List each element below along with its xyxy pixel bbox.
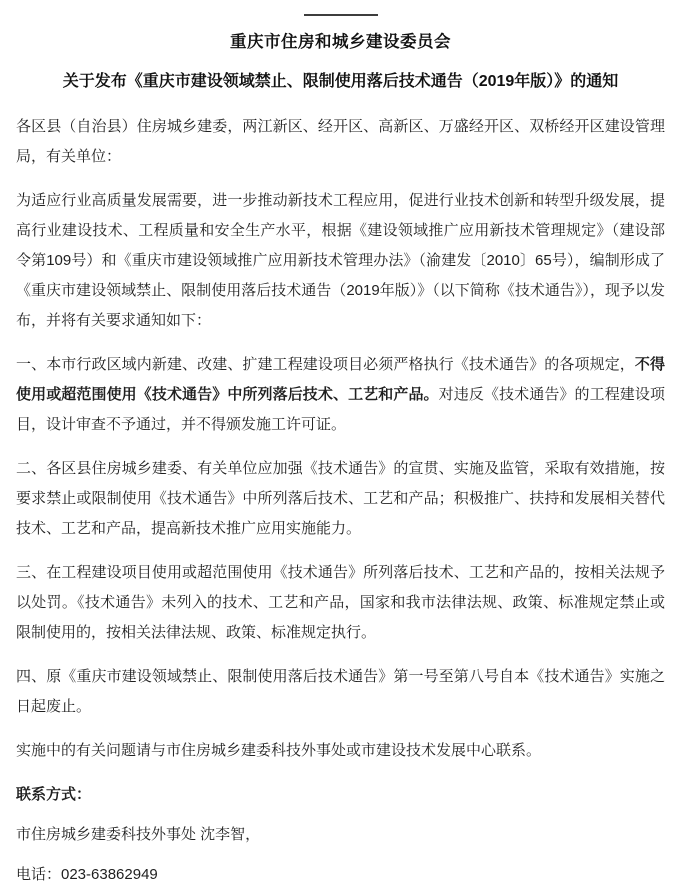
paragraph-preamble <box>16 186 665 336</box>
page-title: 重庆市住房和城乡建设委员会 <box>230 33 451 51</box>
paragraph-item-4 <box>16 662 665 722</box>
header-divider <box>16 0 665 30</box>
emphasized-text: 不得使用或超范围使用《技术通告》中所列落后技术、工艺和产品。 <box>16 356 665 404</box>
body-text: 二、各区县住房城乡建委、有关单位应加强《技术通告》的宣贯、实施及监管，采取有效措施，按要求禁止或限制使用《技术通告》中所列落后技术、工艺和产品；积极推广、扶持和发展相关替代技术、工艺和产品，提高新技术推广应用实施能力。 <box>16 460 665 538</box>
paragraph-closing <box>16 736 665 766</box>
paragraph-item-2 <box>16 454 665 544</box>
recipients-paragraph: 各区县（自治县）住房城乡建委，两江新区、经开区、高新区、万盛经开区、双桥经开区建设管理局，有关单位： <box>16 118 665 166</box>
body-text: 一、本市行政区域内新建、改建、扩建工程建设项目必须严格执行《技术通告》的各项规定， <box>16 356 635 374</box>
body-paragraphs <box>16 186 665 766</box>
body-text: 四、原《重庆市建设领域禁止、限制使用落后技术通告》第一号至第八号自本《技术通告》实施之日起废止。 <box>16 668 665 716</box>
body-text: 对违反《技术通告》的工程建设项目，设计审查不予通过，并不得颁发施工许可证。 <box>16 386 665 434</box>
divider-line <box>304 14 378 16</box>
body-text: 为适应行业高质量发展需要，进一步推动新技术工程应用，促进行业技术创新和转型升级发展，提高行业建设技术、工程质量和安全生产水平，根据《建设领域推广应用新技术管理规定》（建设部令第109号）和《重庆市建设领域推广应用新技术管理办法》（渝建发〔2010〕65号），编制形成了《重庆市建设领域禁止、限制使用落后技术通告（2019年版）》（以下简称《技术通告》），现予以发布，并将有关要求通知如下： <box>16 192 665 330</box>
contact-label: 联系方式： <box>16 786 92 804</box>
body-text: 三、在工程建设项目使用或超范围使用《技术通告》所列落后技术、工艺和产品的，按相关法规予以处罚。《技术通告》未列入的技术、工艺和产品，国家和我市法律法规、政策、标准规定禁止或限制使用的，按相关法律法规、政策、标准规定执行。 <box>16 564 665 642</box>
paragraph-item-3 <box>16 558 665 648</box>
contact-person: 市住房城乡建委科技外事处 沈李智， <box>16 826 261 844</box>
paragraph-item-1 <box>16 350 665 440</box>
body-text: 实施中的有关问题请与市住房城乡建委科技外事处或市建设技术发展中心联系。 <box>16 742 542 760</box>
contact-phone: 电话：023-63862949 <box>16 866 158 884</box>
document-subtitle: 关于发布《重庆市建设领域禁止、限制使用落后技术通告（2019年版）》的通知 <box>62 72 619 90</box>
